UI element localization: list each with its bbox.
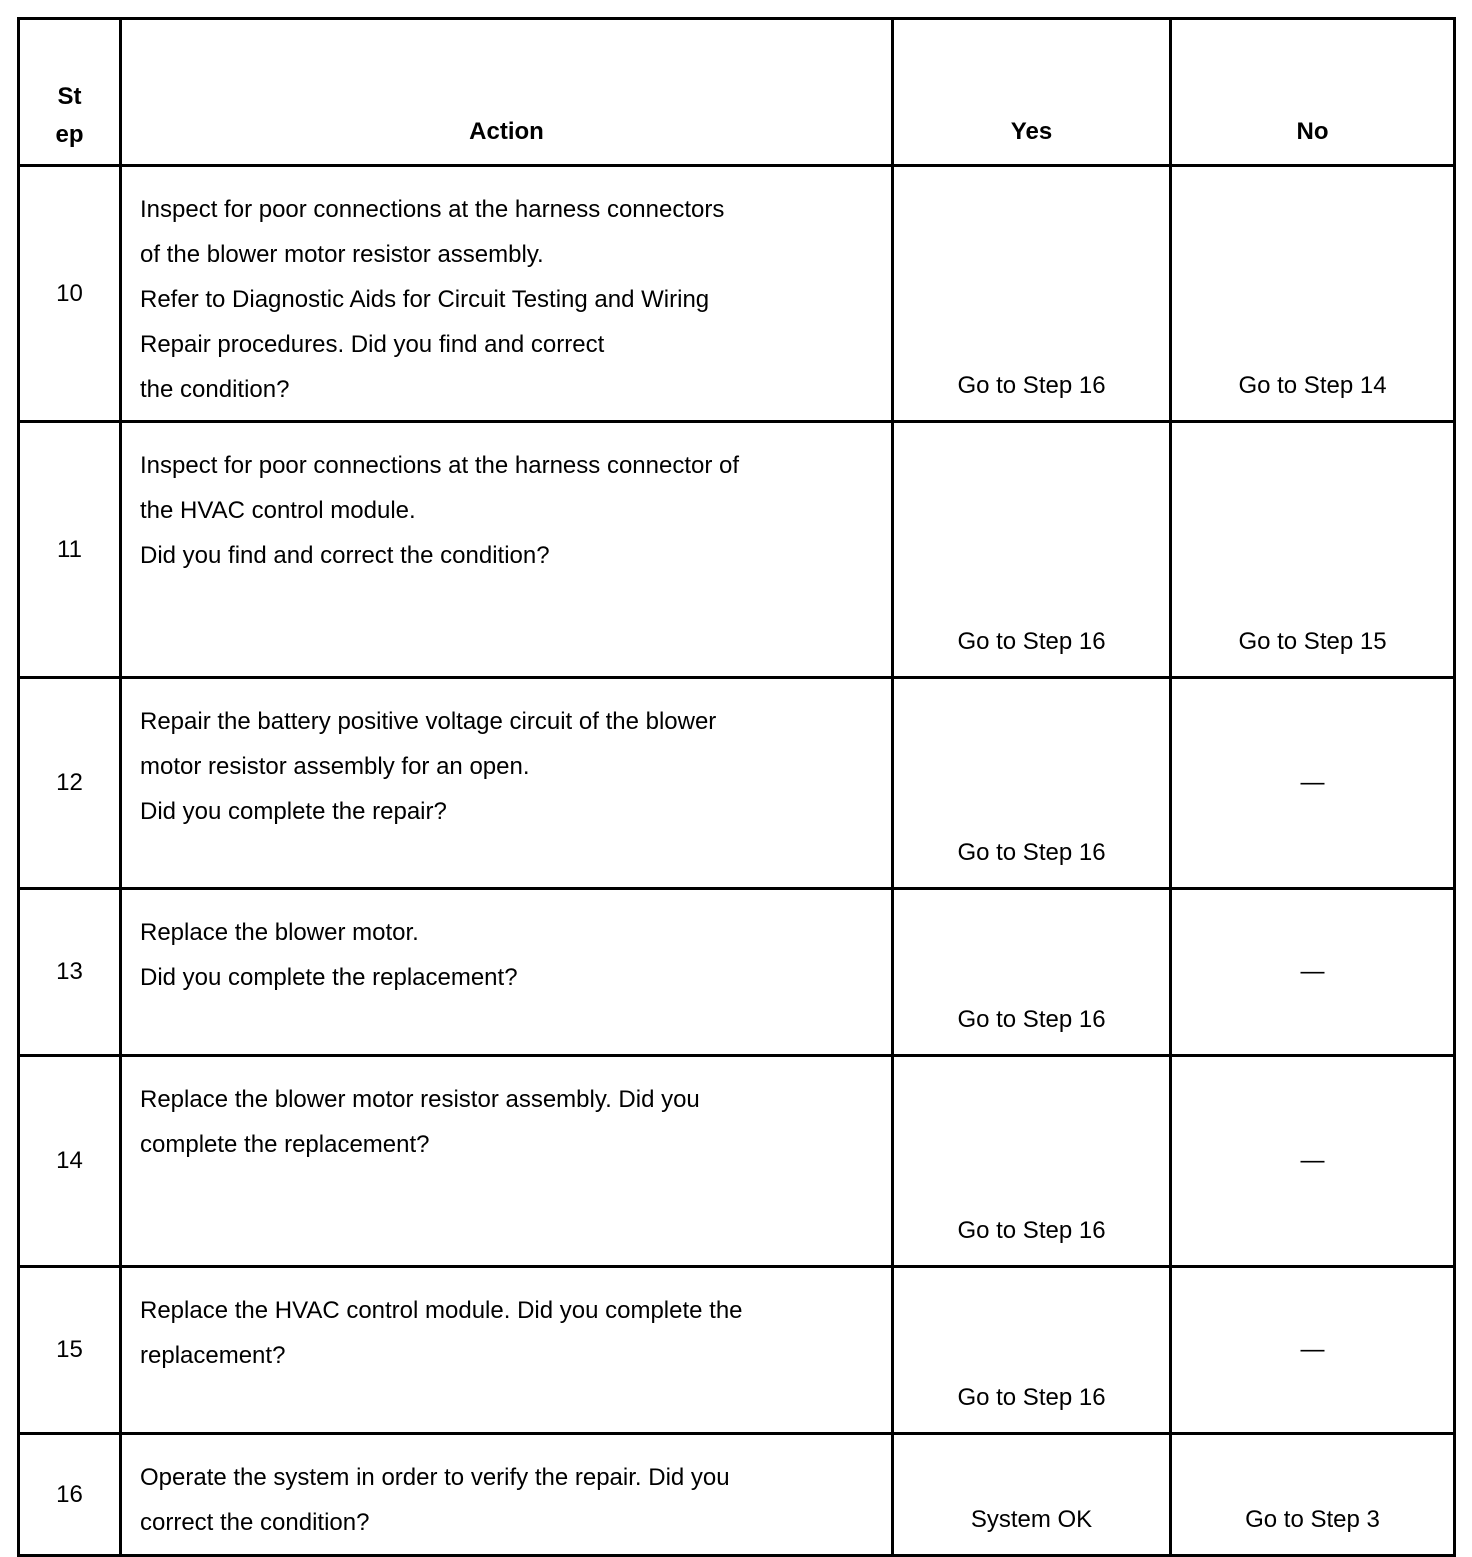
step-cell — [19, 889, 121, 1056]
header-no — [1171, 19, 1455, 166]
action-line: complete the replacement? — [140, 1131, 430, 1158]
table-row — [19, 422, 1455, 678]
action-line: replacement? — [140, 1342, 286, 1369]
step-number: 11 — [57, 535, 82, 563]
header-step — [19, 19, 121, 166]
yes-cell — [893, 678, 1171, 889]
no-cell — [1171, 1267, 1455, 1434]
action-line: the condition? — [140, 376, 290, 403]
step-number: 10 — [56, 279, 83, 307]
yes-result: Go to Step 16 — [957, 1006, 1106, 1033]
no-cell — [1171, 166, 1455, 422]
step-cell — [19, 166, 121, 422]
action-line: Operate the system in order to verify the repair. Did you — [140, 1464, 730, 1491]
header-yes — [893, 19, 1171, 166]
table-row — [19, 1267, 1455, 1434]
yes-cell — [893, 1434, 1171, 1556]
no-cell — [1171, 422, 1455, 678]
yes-result: Go to Step 16 — [957, 839, 1106, 866]
header-step-line1: St — [57, 83, 82, 110]
action-line: Did you complete the replacement? — [140, 964, 518, 991]
step-number: 14 — [56, 1147, 83, 1174]
no-result: — — [1300, 958, 1325, 985]
action-line: Inspect for poor connections at the harness connectors — [140, 196, 725, 223]
no-cell — [1171, 1056, 1455, 1267]
action-cell — [121, 166, 893, 422]
no-result: — — [1300, 769, 1325, 796]
step-cell — [19, 678, 121, 889]
action-cell — [121, 889, 893, 1056]
header-row — [19, 19, 1455, 166]
step-cell — [19, 1267, 121, 1434]
yes-result: Go to Step 16 — [957, 628, 1106, 655]
table-row — [19, 1056, 1455, 1267]
action-cell — [121, 678, 893, 889]
no-result: — — [1300, 1147, 1325, 1174]
no-result: Go to Step 3 — [1245, 1506, 1380, 1533]
table-body — [19, 166, 1455, 1556]
action-line: Repair procedures. Did you find and correct — [140, 331, 605, 358]
yes-cell — [893, 889, 1171, 1056]
action-cell — [121, 1434, 893, 1556]
action-line: motor resistor assembly for an open. — [140, 753, 530, 780]
yes-result: Go to Step 16 — [957, 1217, 1106, 1244]
action-cell — [121, 1267, 893, 1434]
table-row — [19, 1434, 1455, 1556]
diagnostic-table — [17, 17, 1456, 1557]
table-row — [19, 889, 1455, 1056]
yes-result: System OK — [970, 1506, 1093, 1533]
header-no-label: No — [1296, 118, 1329, 145]
table-row — [19, 678, 1455, 889]
action-cell — [121, 422, 893, 678]
step-cell — [19, 1434, 121, 1556]
action-line: of the blower motor resistor assembly. — [140, 241, 544, 268]
step-cell — [19, 422, 121, 678]
action-line: Repair the battery positive voltage circuit of the blower — [140, 708, 717, 735]
yes-cell — [893, 166, 1171, 422]
no-cell — [1171, 678, 1455, 889]
step-number: 13 — [56, 958, 83, 985]
action-line: Replace the blower motor resistor assembly. Did you — [140, 1086, 700, 1113]
step-cell — [19, 1056, 121, 1267]
yes-cell — [893, 1267, 1171, 1434]
action-line: Did you find and correct the condition? — [140, 542, 550, 569]
action-line: Inspect for poor connections at the harness connector of — [140, 452, 740, 479]
yes-result: Go to Step 16 — [957, 1384, 1106, 1411]
table-row — [19, 166, 1455, 422]
action-line: Did you complete the repair? — [140, 798, 447, 825]
no-cell — [1171, 1434, 1455, 1556]
header-yes-label: Yes — [1010, 118, 1053, 145]
no-result: Go to Step 15 — [1238, 628, 1387, 655]
header-step-line2: ep — [55, 121, 84, 148]
yes-cell — [893, 1056, 1171, 1267]
header-action-label: Action — [469, 118, 544, 145]
no-cell — [1171, 889, 1455, 1056]
yes-cell — [893, 422, 1171, 678]
no-result: Go to Step 14 — [1238, 372, 1387, 399]
yes-result: Go to Step 16 — [957, 372, 1106, 399]
action-line: Replace the HVAC control module. Did you complete the — [140, 1297, 743, 1324]
header-action — [121, 19, 893, 166]
step-number: 15 — [56, 1336, 83, 1363]
step-number: 12 — [56, 769, 83, 796]
action-line: Refer to Diagnostic Aids for Circuit Testing and Wiring — [140, 286, 710, 313]
action-line: correct the condition? — [140, 1509, 370, 1536]
action-line: the HVAC control module. — [140, 497, 416, 524]
no-result: — — [1300, 1336, 1325, 1363]
action-line: Replace the blower motor. — [140, 919, 419, 946]
action-cell — [121, 1056, 893, 1267]
step-number: 16 — [56, 1480, 83, 1508]
